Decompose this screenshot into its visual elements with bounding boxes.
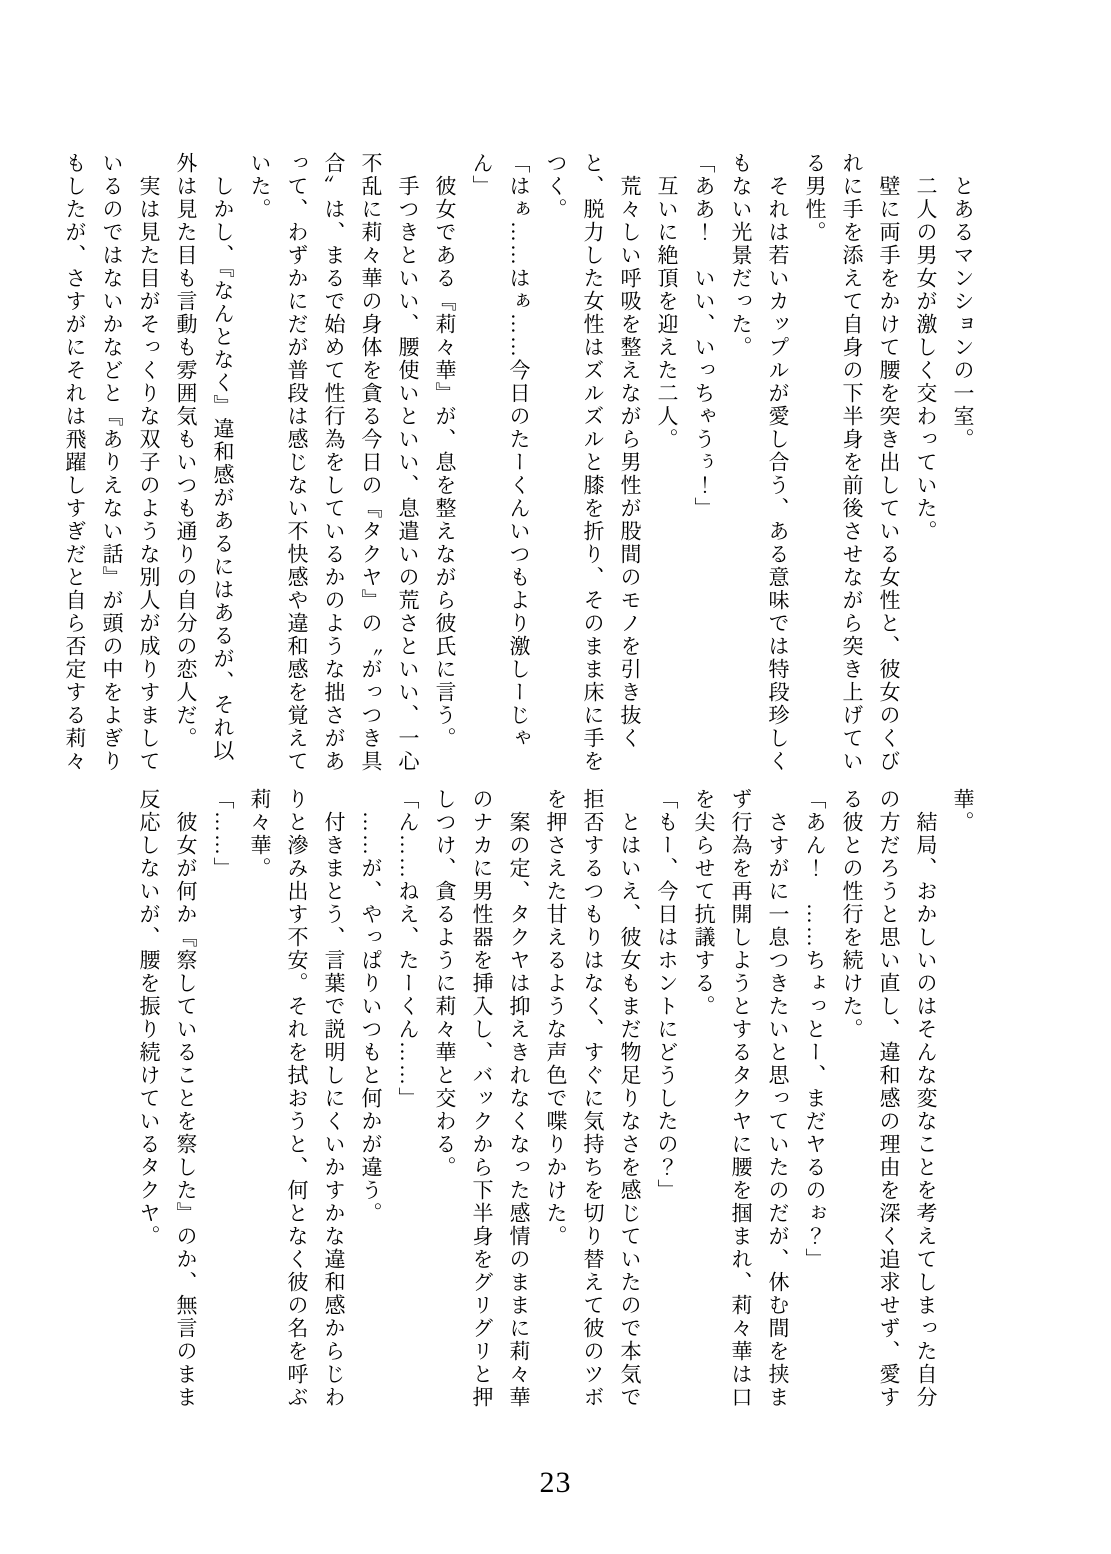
paragraph: 「ん……ねえ、たーくん……」 (396, 788, 420, 1110)
paragraph: 華。 (951, 788, 975, 834)
paragraph: 案の定、タクヤは抑えきれなくなった感情のままに莉々華のナカに男性器を挿入し、バックから下半身をグリグリと押しつけ、貪るように莉々華と交わる。 (433, 788, 531, 1409)
paragraph: 結局、おかしいのはそんな変なことを考えてしまった自分の方だろうと思い直し、違和感の理由を深く追求せず、愛する彼との性行を続けた。 (840, 788, 938, 1409)
page-number: 23 (539, 1466, 572, 1499)
paragraph: しかし、『なんとなく』違和感があるにはあるが、それ以外は見た目も言動も雰囲気もいつも通りの自分の恋人だ。 (174, 152, 235, 763)
paragraph: 「はぁ……はぁ……今日のたーくんいつもより激しーじゃん」 (470, 152, 531, 750)
paragraph: 「あん！ ……ちょっとー、まだヤるのぉ？」 (803, 788, 827, 1271)
paragraph: さすがに一息つきたいと思っていたのだが、休む間を挟まず行為を再開しようとするタクヤに腰を掴まれ、莉々華は口を尖らせて抗議する。 (692, 788, 790, 1409)
paragraph: 二人の男女が激しく交わっていた。 (914, 175, 938, 543)
paragraph: 彼女が何か『察していることを察した』のか、無言のまま反応しないが、腰を振り続けているタクヤ。 (137, 788, 198, 1409)
paragraph: それは若いカップルが愛し合う、ある意味では特段珍しくもない光景だった。 (729, 152, 790, 773)
paragraph: 実は見た目がそっくりな双子のような別人が成りすましているのではないかなどと『ありえない話』が頭の中をよぎりもしたが、さすがにそれは飛躍しすぎだと自ら否定する莉々 (63, 152, 161, 773)
text-block-bottom (130, 788, 981, 1411)
paragraph: とあるマンションの一室。 (951, 175, 975, 451)
paragraph: 「もー、今日はホントにどうしたの？」 (655, 788, 679, 1202)
paragraph: 手つきといい、腰使いといい、息遣いの荒さといい、一心不乱に莉々華の身体を貪る今日の『タクヤ』の〝がっつき具合〟は、まるで始めて性行為をしているかのような拙さがあって、わずかにだが普段は感じない不快感や違和感を覚えていた。 (248, 152, 420, 773)
paragraph: 彼女である『莉々華』が、息を整えながら彼氏に言う。 (433, 175, 457, 750)
paragraph: 「ああ！ いい、いっちゃうぅ！」 (692, 152, 716, 520)
text-block-top (56, 152, 981, 775)
paragraph: 付きまとう、言葉で説明しにくいかすかな違和感からじわりと滲み出す不安。それを拭おうと、何となく彼の名を呼ぶ莉々華。 (248, 788, 346, 1409)
paragraph: 互いに絶頂を迎えた二人。 (655, 175, 679, 451)
paragraph: 荒々しい呼吸を整えながら男性が股間のモノを引き抜くと、脱力した女性はズルズルと膝を折り、そのまま床に手をつく。 (544, 152, 642, 773)
paragraph: 壁に両手をかけて腰を突き出している女性と、彼女のくびれに手を添えて自身の下半身を前後させながら突き上げている男性。 (803, 152, 901, 773)
paragraph: ……が、やっぱりいつもと何かが違う。 (359, 811, 383, 1225)
paragraph: とはいえ、彼女もまだ物足りなさを感じていたので本気で拒否するつもりはなく、すぐに気持ちを切り替えて彼のツボを押さえた甘えるような声色で喋りかけた。 (544, 788, 642, 1409)
paragraph: 「……」 (211, 788, 235, 880)
